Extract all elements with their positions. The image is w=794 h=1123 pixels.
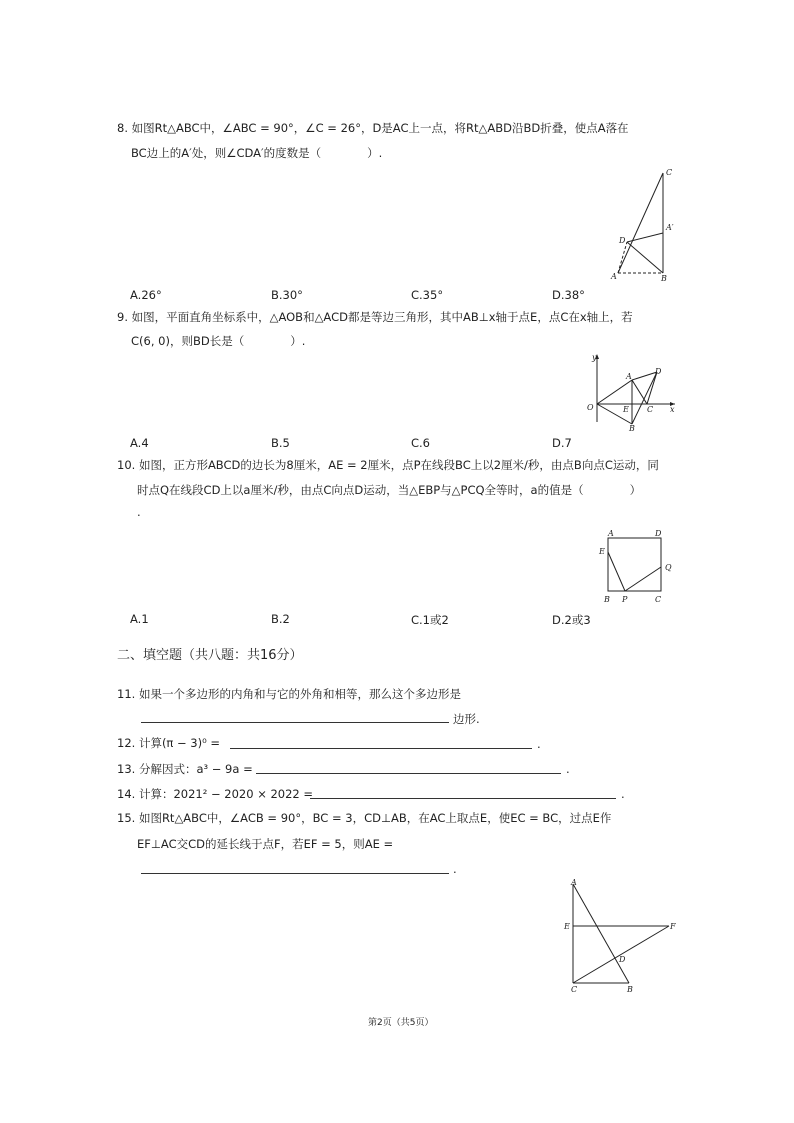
q10-label-c: C [655,595,662,604]
q9-option-a[interactable]: A.4 [130,436,149,450]
q10-option-c[interactable]: C.1或2 [411,613,449,627]
q15-label-e: E [564,922,570,931]
q15-figure [562,876,682,996]
q15-line2: EF⊥AC交CD的延长线于点F，若EF = 5，则AE = [137,837,394,851]
q12-answer-blank[interactable] [230,748,532,749]
q9-label-a: A [626,372,632,381]
q11-line1: 11. 如果一个多边形的内角和与它的外角和相等，那么这个多边形是 [117,687,461,701]
q8-option-a[interactable]: A.26° [130,288,162,302]
q15-line1: 15. 如图Rt△ABC中，∠ACB = 90°，BC = 3，CD⊥AB，在AC上取点E，使EC = BC，过点E作 [117,811,612,825]
q8-line2: BC边上的A′处，则∠CDA′的度数是（ ）. [131,146,383,160]
section-title: 二、填空题（共八题：共16分） [117,648,303,663]
q9-label-b: B [629,424,635,432]
q10-line3: . [137,505,141,519]
q11-answer-blank[interactable] [141,722,449,723]
q13-suffix: . [566,762,570,776]
q10-line2: 时点Q在线段CD上以a厘米/秒，由点C向点D运动，当△EBP与△PCQ全等时，a的值是（ ） [137,483,642,497]
q10-option-a[interactable]: A.1 [130,612,149,626]
q8-figure [605,165,680,283]
q8-label-c: C [666,168,673,177]
q9-label-x: x [670,405,675,414]
q14-text: 14. 计算：2021² − 2020 × 2022 = [117,787,314,801]
q8-label-b: B [661,274,667,283]
q9-option-d[interactable]: D.7 [552,436,572,450]
q10-label-p: P [622,595,628,604]
q10-label-a: A [608,529,614,538]
q10-label-q: Q [665,563,672,572]
q14-suffix: . [621,787,625,801]
q9-option-b[interactable]: B.5 [271,436,290,450]
q8-line1: 8. 如图Rt△ABC中，∠ABC = 90°，∠C = 26°，D是AC上一点，将Rt△ABD沿BD折叠，使点A落在 [117,121,629,135]
q15-label-d: D [619,955,626,964]
q12-text: 12. 计算(π − 3)⁰ = [117,736,221,750]
q9-label-y: y [592,353,597,362]
q8-option-c[interactable]: C.35° [411,288,444,302]
q15-label-c: C [571,985,578,994]
q11-suffix: 边形. [453,712,480,726]
q8-label-a-prime: A′ [666,223,674,232]
q9-option-c[interactable]: C.6 [411,436,431,450]
q15-label-b: B [627,985,633,994]
q15-suffix: . [453,862,457,876]
q9-label-c: C [647,405,654,414]
q10-option-b[interactable]: B.2 [271,612,290,626]
q8-label-a: A [611,272,617,281]
q13-text: 13. 分解因式：a³ − 9a = [117,762,253,776]
q15-label-a: A [571,878,577,887]
q9-label-d: D [655,367,662,376]
q8-option-d[interactable]: D.38° [552,288,585,302]
q9-label-o: O [587,403,594,412]
q10-figure [595,528,680,608]
q9-figure [583,352,678,432]
q10-option-d[interactable]: D.2或3 [552,613,591,627]
q10-label-d: D [655,529,662,538]
q12-suffix: . [537,737,541,751]
q15-label-f: F [670,922,676,931]
q8-option-b[interactable]: B.30° [271,288,303,302]
q9-label-e: E [623,405,629,414]
page-footer: 第2页（共5页） [368,1018,434,1028]
q9-line2: C(6, 0)，则BD长是（ ）. [131,334,306,348]
q9-line1: 9. 如图，平面直角坐标系中，△AOB和△ACD都是等边三角形，其中AB⊥x轴于点E，点C在x轴上，若 [117,310,633,324]
q14-answer-blank[interactable] [310,798,616,799]
q13-answer-blank[interactable] [256,773,561,774]
q10-line1: 10. 如图，正方形ABCD的边长为8厘米，AE = 2厘米，点P在线段BC上以2厘米/秒，由点B向点C运动，同 [117,458,659,472]
q8-label-d: D [619,236,626,245]
q15-answer-blank[interactable] [141,873,449,874]
q10-label-e: E [599,547,605,556]
q10-label-b: B [604,595,610,604]
